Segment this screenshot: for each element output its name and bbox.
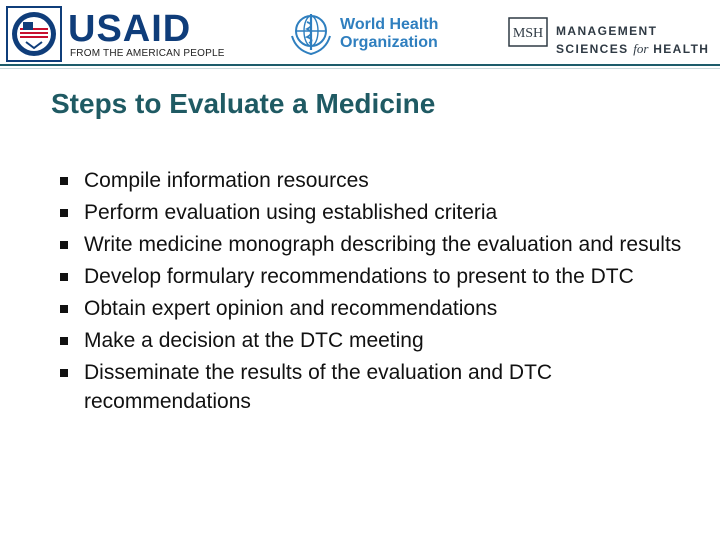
who-logo xyxy=(288,10,448,60)
header-divider xyxy=(0,64,720,66)
who-name-line1: World Health xyxy=(340,16,439,33)
bullet-text: Write medicine monograph describing the evaluation and results xyxy=(84,233,682,256)
usaid-seal-icon xyxy=(6,6,62,62)
bullet-text: Perform evaluation using established criteria xyxy=(84,201,498,224)
msh-name xyxy=(556,22,709,58)
bullet-text: Make a decision at the DTC meeting xyxy=(84,329,424,352)
msh-health: HEALTH xyxy=(653,42,710,56)
bullet-square-icon xyxy=(60,369,68,377)
who-name-line2: Organization xyxy=(340,34,438,51)
bullet-text: Obtain expert opinion and recommendations xyxy=(84,297,498,320)
list-item xyxy=(60,358,700,416)
bullet-square-icon xyxy=(60,337,68,345)
logo-header xyxy=(0,0,720,72)
bullet-square-icon xyxy=(60,241,68,249)
msh-badge-text: MSH xyxy=(512,26,544,41)
bullet-text: Compile information resources xyxy=(84,169,369,192)
bullet-list xyxy=(60,166,700,419)
msh-name-line1: MANAGEMENT xyxy=(556,24,658,38)
bullet-square-icon xyxy=(60,209,68,217)
msh-logo xyxy=(508,12,718,56)
header-divider-thin xyxy=(0,68,720,69)
who-emblem-icon xyxy=(288,10,334,56)
bullet-text: Develop formulary recommendations to present to the DTC xyxy=(84,265,634,288)
msh-name-line2 xyxy=(556,40,709,58)
msh-sciences: SCIENCES xyxy=(556,42,629,56)
bullet-text: Disseminate the results of the evaluation and DTC recommendations xyxy=(84,361,553,413)
msh-for: for xyxy=(633,41,649,56)
list-item xyxy=(60,326,700,355)
bullet-square-icon xyxy=(60,177,68,185)
bullet-square-icon xyxy=(60,273,68,281)
usaid-wordmark: USAID xyxy=(68,8,192,50)
list-item xyxy=(60,294,700,323)
list-item xyxy=(60,166,700,195)
list-item xyxy=(60,198,700,227)
who-name xyxy=(340,16,438,52)
usaid-tagline: FROM THE AMERICAN PEOPLE xyxy=(70,48,225,59)
msh-badge-icon xyxy=(508,12,548,52)
usaid-logo xyxy=(6,6,246,62)
bullet-square-icon xyxy=(60,305,68,313)
list-item xyxy=(60,262,700,291)
list-item xyxy=(60,230,700,259)
slide-title: Steps to Evaluate a Medicine xyxy=(51,88,436,119)
